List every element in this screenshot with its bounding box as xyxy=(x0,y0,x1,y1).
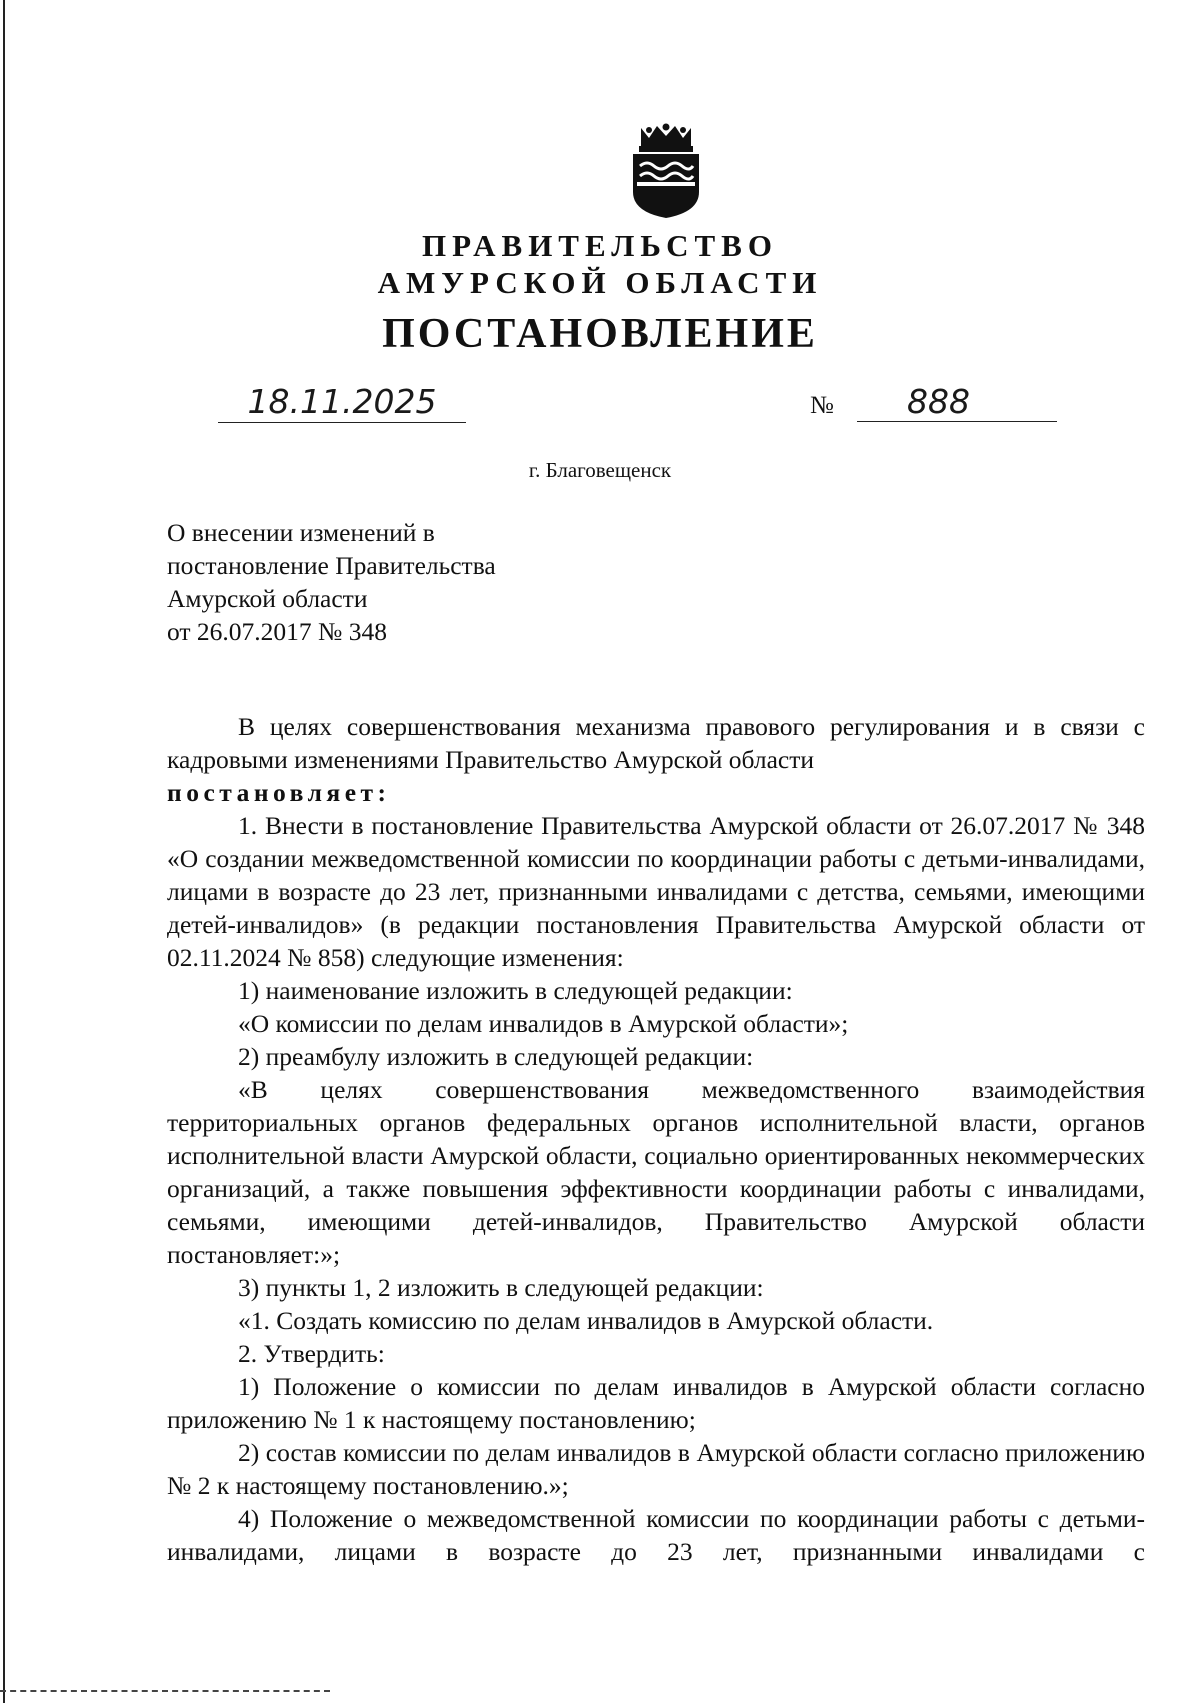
number-field xyxy=(857,382,1057,422)
item-3: 3) пункты 1, 2 изложить в следующей редакции: xyxy=(238,1273,764,1302)
date-field xyxy=(218,382,466,423)
item-3-point-2-sub-2: 2) состав комиссии по делам инвалидов в Амурской области согласно приложению № 2 к настоящему постановлению.»; xyxy=(167,1438,1145,1500)
item-1-text: «О комиссии по делам инвалидов в Амурской области»; xyxy=(238,1009,849,1038)
subject-line: Амурской области xyxy=(167,584,368,613)
item-4: 4) Положение о межведомственной комиссии по координации работы с детьми-инвалидами, лицами в возрасте до 23 лет, признанными инвалидами с xyxy=(167,1504,1145,1566)
intro-paragraph: В целях совершенствования механизма правового регулирования и в связи с кадровыми изменениями Правительство Амурской области xyxy=(167,712,1145,774)
subject-block xyxy=(167,516,496,648)
item-2-text: «В целях совершенствования межведомственного взаимодействия территориальных органов федеральных органов исполнительной власти, органов исполнительной власти Амурской области, социально ориентированных некоммерческих организаций, а также повышения эффективности координации работы с инвалидами, семьями, имеющими детей-инвалидов, Правительство Амурской области постановляет:»; xyxy=(167,1075,1145,1269)
resolves-keyword: постановляет: xyxy=(167,778,391,807)
item-1: 1) наименование изложить в следующей редакции: xyxy=(238,976,793,1005)
heading-region: АМУРСКОЙ ОБЛАСТИ xyxy=(377,265,823,300)
item-3-point-2: 2. Утвердить: xyxy=(238,1339,385,1368)
city: г. Благовещенск xyxy=(528,458,672,482)
item-3-point-1: «1. Создать комиссию по делам инвалидов в Амурской области. xyxy=(238,1306,934,1335)
item-2: 2) преамбулу изложить в следующей редакции: xyxy=(238,1042,754,1071)
number-label: № xyxy=(810,392,834,419)
subject-line: постановление Правительства xyxy=(167,551,496,580)
document-body xyxy=(167,710,1145,1568)
heading-government: ПРАВИТЕЛЬСТВО xyxy=(422,228,778,263)
bottom-dashed-line xyxy=(0,1690,330,1692)
subject-line: от 26.07.2017 № 348 xyxy=(167,617,388,646)
handwritten-date: 18.11.2025 xyxy=(247,382,437,421)
item-3-point-2-sub-1: 1) Положение о комиссии по делам инвалидов в Амурской области согласно приложению № 1 к настоящему постановлению; xyxy=(167,1372,1145,1434)
document-type-title: ПОСТАНОВЛЕНИЕ xyxy=(382,311,818,357)
amur-region-coat-of-arms-icon xyxy=(627,120,705,220)
paragraph-1: 1. Внести в постановление Правительства Амурской области от 26.07.2017 № 348 «О создании межведомственной комиссии по координации работы с детьми-инвалидами, лицами в возрасте до 23 лет, признанными инвалидами с детства, семьями, имеющими детей-инвалидов» (в редакции постановления Правительства Амурской области от 02.11.2024 № 858) следующие изменения: xyxy=(167,811,1145,972)
handwritten-number: 888 xyxy=(907,382,970,421)
subject-line: О внесении изменений в xyxy=(167,518,435,547)
